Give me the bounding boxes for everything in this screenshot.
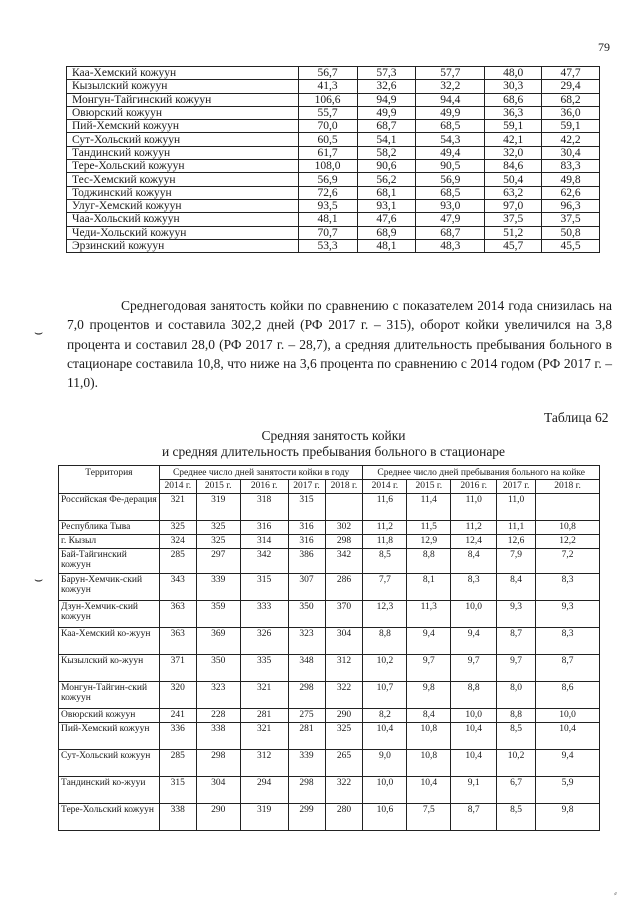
value-cell: 318 bbox=[240, 493, 288, 520]
value-cell: 9,7 bbox=[407, 654, 451, 681]
value-cell: 10,2 bbox=[363, 654, 407, 681]
table-row bbox=[67, 67, 600, 80]
value-cell: 12,6 bbox=[497, 534, 536, 548]
margin-tick-mark: ⌣ bbox=[34, 326, 44, 341]
value-cell: 11,0 bbox=[497, 493, 536, 520]
value-cell: 315 bbox=[240, 573, 288, 600]
table-row bbox=[67, 186, 600, 199]
value-cell: 336 bbox=[159, 722, 196, 749]
value-cell: 350 bbox=[288, 600, 325, 627]
table-row bbox=[67, 173, 600, 186]
value-cell: 298 bbox=[288, 681, 325, 708]
value-cell: 10,4 bbox=[407, 776, 451, 803]
value-cell: 54,1 bbox=[357, 133, 416, 146]
value-cell: 281 bbox=[288, 722, 325, 749]
value-cell: 325 bbox=[196, 534, 240, 548]
value-cell: 316 bbox=[288, 520, 325, 534]
value-cell: 290 bbox=[325, 708, 363, 722]
value-cell: 11,4 bbox=[407, 493, 451, 520]
value-cell: 68,7 bbox=[416, 226, 485, 239]
value-cell: 350 bbox=[196, 654, 240, 681]
value-cell: 8,3 bbox=[536, 627, 600, 654]
table-row bbox=[59, 803, 600, 830]
value-cell: 56,9 bbox=[298, 173, 357, 186]
territory-name: Тере-Хольский кожуун bbox=[59, 803, 160, 830]
value-cell: 338 bbox=[159, 803, 196, 830]
year-header: 2018 г. bbox=[536, 479, 600, 493]
value-cell: 8,0 bbox=[497, 681, 536, 708]
value-cell: 297 bbox=[196, 548, 240, 573]
year-header: 2018 г. bbox=[325, 479, 363, 493]
value-cell: 321 bbox=[240, 722, 288, 749]
value-cell: 30,3 bbox=[485, 80, 542, 93]
value-cell: 70,7 bbox=[298, 226, 357, 239]
value-cell: 10,4 bbox=[363, 722, 407, 749]
value-cell: 369 bbox=[196, 627, 240, 654]
value-cell: 57,7 bbox=[416, 67, 485, 80]
bed-occupancy-table bbox=[58, 465, 600, 831]
territory-name: Монгун-Тайгин-ский кожуун bbox=[59, 681, 160, 708]
value-cell: 59,1 bbox=[485, 120, 542, 133]
value-cell: 8,6 bbox=[536, 681, 600, 708]
value-cell: 343 bbox=[159, 573, 196, 600]
value-cell: 9,8 bbox=[407, 681, 451, 708]
value-cell: 48,3 bbox=[416, 239, 485, 252]
value-cell: 324 bbox=[159, 534, 196, 548]
value-cell: 315 bbox=[288, 493, 325, 520]
body-paragraph: Среднегодовая занятость койки по сравнению с показателем 2014 года снизилась на 7,0 процентов и составила 302,2 дней (РФ 2017 г. – 315), оборот койки увеличился на 3,8 процента и составил 28,0 (РФ 2017 г. – 28,7), а средняя длительность пребывания больного в стационаре составила 10,8, что ниже на 3,6 процента по сравнению с 2014 годом (РФ 2017 г. – 11,0). bbox=[67, 298, 612, 391]
value-cell: 68,5 bbox=[416, 186, 485, 199]
value-cell: 335 bbox=[240, 654, 288, 681]
value-cell: 11,1 bbox=[497, 520, 536, 534]
value-cell: 51,2 bbox=[485, 226, 542, 239]
year-header: 2016 г. bbox=[240, 479, 288, 493]
territory-name: Овюрский кожуун bbox=[59, 708, 160, 722]
value-cell: 8,7 bbox=[451, 803, 497, 830]
margin-tick-mark: ⌣ bbox=[34, 573, 44, 588]
value-cell: 312 bbox=[240, 749, 288, 776]
value-cell: 48,0 bbox=[485, 67, 542, 80]
value-cell: 49,9 bbox=[416, 106, 485, 119]
value-cell: 56,2 bbox=[357, 173, 416, 186]
value-cell: 59,1 bbox=[542, 120, 600, 133]
value-cell: 326 bbox=[240, 627, 288, 654]
table-row bbox=[59, 681, 600, 708]
value-cell: 61,7 bbox=[298, 146, 357, 159]
value-cell: 386 bbox=[288, 548, 325, 573]
value-cell: 7,9 bbox=[497, 548, 536, 573]
value-cell: 323 bbox=[288, 627, 325, 654]
table-row bbox=[59, 600, 600, 627]
value-cell: 321 bbox=[240, 681, 288, 708]
value-cell: 47,7 bbox=[542, 67, 600, 80]
value-cell bbox=[536, 493, 600, 520]
territory-name: Кызылский ко-жуун bbox=[59, 654, 160, 681]
table-row bbox=[67, 120, 600, 133]
year-header: 2015 г. bbox=[407, 479, 451, 493]
district-name: Монгун-Тайгинский кожуун bbox=[67, 93, 299, 106]
table-row bbox=[67, 106, 600, 119]
value-cell: 9,0 bbox=[363, 749, 407, 776]
value-cell: 11,2 bbox=[451, 520, 497, 534]
value-cell: 325 bbox=[159, 520, 196, 534]
value-cell: 10,8 bbox=[536, 520, 600, 534]
district-name: Кызылский кожуун bbox=[67, 80, 299, 93]
value-cell: 10,4 bbox=[451, 722, 497, 749]
table-row bbox=[59, 708, 600, 722]
value-cell: 9,3 bbox=[497, 600, 536, 627]
table-title bbox=[66, 428, 601, 460]
header-territory: Территория bbox=[59, 466, 160, 494]
value-cell: 63,2 bbox=[485, 186, 542, 199]
value-cell: 228 bbox=[196, 708, 240, 722]
table-row bbox=[59, 627, 600, 654]
table-row bbox=[59, 776, 600, 803]
district-name: Тоджинский кожуун bbox=[67, 186, 299, 199]
value-cell: 10,4 bbox=[536, 722, 600, 749]
value-cell: 12,9 bbox=[407, 534, 451, 548]
value-cell: 57,3 bbox=[357, 67, 416, 80]
value-cell: 54,3 bbox=[416, 133, 485, 146]
territory-name: Тандинский ко-жууи bbox=[59, 776, 160, 803]
table-row bbox=[67, 226, 600, 239]
value-cell: 68,1 bbox=[357, 186, 416, 199]
value-cell: 7,7 bbox=[363, 573, 407, 600]
value-cell: 37,5 bbox=[542, 213, 600, 226]
value-cell: 48,1 bbox=[357, 239, 416, 252]
value-cell: 53,3 bbox=[298, 239, 357, 252]
value-cell: 45,5 bbox=[542, 239, 600, 252]
value-cell: 325 bbox=[196, 520, 240, 534]
table-title-line-1: Средняя занятость койки bbox=[261, 428, 406, 443]
year-header: 2014 г. bbox=[159, 479, 196, 493]
value-cell: 36,0 bbox=[542, 106, 600, 119]
year-header: 2017 г. bbox=[288, 479, 325, 493]
value-cell: 93,0 bbox=[416, 199, 485, 212]
value-cell: 10,8 bbox=[407, 722, 451, 749]
table-row bbox=[67, 213, 600, 226]
value-cell: 290 bbox=[196, 803, 240, 830]
value-cell: 11,5 bbox=[407, 520, 451, 534]
value-cell: 8,8 bbox=[363, 627, 407, 654]
value-cell: 320 bbox=[159, 681, 196, 708]
value-cell: 10,7 bbox=[363, 681, 407, 708]
value-cell: 10,4 bbox=[451, 749, 497, 776]
value-cell: 94,4 bbox=[416, 93, 485, 106]
value-cell: 10,0 bbox=[363, 776, 407, 803]
value-cell: 321 bbox=[159, 493, 196, 520]
value-cell: 11,2 bbox=[363, 520, 407, 534]
value-cell: 56,7 bbox=[298, 67, 357, 80]
value-cell: 8,3 bbox=[451, 573, 497, 600]
value-cell: 41,3 bbox=[298, 80, 357, 93]
value-cell: 304 bbox=[325, 627, 363, 654]
value-cell: 47,9 bbox=[416, 213, 485, 226]
value-cell: 12,2 bbox=[536, 534, 600, 548]
value-cell: 319 bbox=[196, 493, 240, 520]
value-cell: 106,6 bbox=[298, 93, 357, 106]
value-cell: 49,8 bbox=[542, 173, 600, 186]
value-cell: 286 bbox=[325, 573, 363, 600]
district-name: Чаа-Хольский кожуун bbox=[67, 213, 299, 226]
value-cell: 302 bbox=[325, 520, 363, 534]
value-cell: 298 bbox=[288, 776, 325, 803]
territory-name: Сут-Хольский кожуун bbox=[59, 749, 160, 776]
value-cell: 90,5 bbox=[416, 160, 485, 173]
year-header: 2016 г. bbox=[451, 479, 497, 493]
value-cell: 11,0 bbox=[451, 493, 497, 520]
district-table bbox=[66, 66, 600, 253]
value-cell: 298 bbox=[196, 749, 240, 776]
value-cell: 285 bbox=[159, 548, 196, 573]
value-cell: 72,6 bbox=[298, 186, 357, 199]
value-cell: 8,4 bbox=[407, 708, 451, 722]
value-cell: 45,7 bbox=[485, 239, 542, 252]
table-row bbox=[59, 749, 600, 776]
territory-name: Республика Тыва bbox=[59, 520, 160, 534]
value-cell: 10,6 bbox=[363, 803, 407, 830]
value-cell: 49,9 bbox=[357, 106, 416, 119]
value-cell: 9,1 bbox=[451, 776, 497, 803]
value-cell: 9,7 bbox=[497, 654, 536, 681]
table-row bbox=[67, 146, 600, 159]
district-name: Эрзинский кожуун bbox=[67, 239, 299, 252]
district-name: Каа-Хемский кожуун bbox=[67, 67, 299, 80]
value-cell: 30,4 bbox=[542, 146, 600, 159]
year-header: 2015 г. bbox=[196, 479, 240, 493]
table-row bbox=[59, 520, 600, 534]
header-length-of-stay: Среднее число дней пребывания больного на койке bbox=[363, 466, 600, 480]
value-cell: 70,0 bbox=[298, 120, 357, 133]
value-cell: 62,6 bbox=[542, 186, 600, 199]
value-cell: 68,2 bbox=[542, 93, 600, 106]
district-name: Улуг-Хемский кожуун bbox=[67, 199, 299, 212]
year-header: 2014 г. bbox=[363, 479, 407, 493]
value-cell: 316 bbox=[240, 520, 288, 534]
value-cell: 9,3 bbox=[536, 600, 600, 627]
table-row bbox=[67, 133, 600, 146]
value-cell: 12,4 bbox=[451, 534, 497, 548]
value-cell: 108,0 bbox=[298, 160, 357, 173]
header-bed-occupancy: Среднее число дней занятости койки в году bbox=[159, 466, 363, 480]
value-cell: 93,1 bbox=[357, 199, 416, 212]
table-label: Таблица 62 bbox=[544, 410, 609, 425]
value-cell: 97,0 bbox=[485, 199, 542, 212]
table-row bbox=[59, 654, 600, 681]
value-cell: 36,3 bbox=[485, 106, 542, 119]
territory-name: Каа-Хемский ко-жуун bbox=[59, 627, 160, 654]
value-cell: 322 bbox=[325, 776, 363, 803]
value-cell: 299 bbox=[288, 803, 325, 830]
value-cell: 11,3 bbox=[407, 600, 451, 627]
value-cell: 8,2 bbox=[363, 708, 407, 722]
value-cell: 47,6 bbox=[357, 213, 416, 226]
value-cell: 304 bbox=[196, 776, 240, 803]
value-cell: 32,6 bbox=[357, 80, 416, 93]
value-cell: 8,8 bbox=[451, 681, 497, 708]
territory-name: Пий-Хемский кожуун bbox=[59, 722, 160, 749]
value-cell: 84,6 bbox=[485, 160, 542, 173]
value-cell: 8,8 bbox=[497, 708, 536, 722]
value-cell: 298 bbox=[325, 534, 363, 548]
value-cell: 312 bbox=[325, 654, 363, 681]
table-row bbox=[67, 160, 600, 173]
territory-name: Дзун-Хемчик-ский кожуун bbox=[59, 600, 160, 627]
district-name: Овюрский кожуун bbox=[67, 106, 299, 119]
value-cell: 68,5 bbox=[416, 120, 485, 133]
district-name: Чеди-Хольский кожуун bbox=[67, 226, 299, 239]
value-cell: 359 bbox=[196, 600, 240, 627]
value-cell: 370 bbox=[325, 600, 363, 627]
value-cell: 8,1 bbox=[407, 573, 451, 600]
value-cell: 280 bbox=[325, 803, 363, 830]
value-cell: 363 bbox=[159, 627, 196, 654]
value-cell: 8,7 bbox=[497, 627, 536, 654]
value-cell: 42,2 bbox=[542, 133, 600, 146]
district-name: Сут-Хольский кожуун bbox=[67, 133, 299, 146]
table-row bbox=[59, 493, 600, 520]
value-cell: 342 bbox=[240, 548, 288, 573]
value-cell: 37,5 bbox=[485, 213, 542, 226]
value-cell: 11,8 bbox=[363, 534, 407, 548]
value-cell: 339 bbox=[288, 749, 325, 776]
value-cell: 7,5 bbox=[407, 803, 451, 830]
value-cell: 6,7 bbox=[497, 776, 536, 803]
value-cell: 315 bbox=[159, 776, 196, 803]
value-cell: 68,7 bbox=[357, 120, 416, 133]
value-cell: 32,0 bbox=[485, 146, 542, 159]
value-cell: 49,4 bbox=[416, 146, 485, 159]
value-cell: 285 bbox=[159, 749, 196, 776]
value-cell: 9,4 bbox=[451, 627, 497, 654]
value-cell: 363 bbox=[159, 600, 196, 627]
value-cell: 10,0 bbox=[451, 708, 497, 722]
value-cell: 68,6 bbox=[485, 93, 542, 106]
value-cell: 316 bbox=[288, 534, 325, 548]
value-cell bbox=[325, 493, 363, 520]
value-cell: 32,2 bbox=[416, 80, 485, 93]
value-cell: 8,8 bbox=[407, 548, 451, 573]
value-cell: 94,9 bbox=[357, 93, 416, 106]
value-cell: 8,4 bbox=[497, 573, 536, 600]
value-cell: 8,4 bbox=[451, 548, 497, 573]
value-cell: 10,2 bbox=[497, 749, 536, 776]
value-cell: 322 bbox=[325, 681, 363, 708]
value-cell: 339 bbox=[196, 573, 240, 600]
value-cell: 50,4 bbox=[485, 173, 542, 186]
value-cell: 10,8 bbox=[407, 749, 451, 776]
value-cell: 48,1 bbox=[298, 213, 357, 226]
table-row bbox=[59, 722, 600, 749]
value-cell: 371 bbox=[159, 654, 196, 681]
year-header: 2017 г. bbox=[497, 479, 536, 493]
territory-name: г. Кызыл bbox=[59, 534, 160, 548]
district-name: Тес-Хемский кожуун bbox=[67, 173, 299, 186]
value-cell: 68,9 bbox=[357, 226, 416, 239]
value-cell: 9,4 bbox=[407, 627, 451, 654]
value-cell: 314 bbox=[240, 534, 288, 548]
value-cell: 9,8 bbox=[536, 803, 600, 830]
value-cell: 7,2 bbox=[536, 548, 600, 573]
value-cell: 96,3 bbox=[542, 199, 600, 212]
value-cell: 281 bbox=[240, 708, 288, 722]
table-row bbox=[59, 573, 600, 600]
value-cell: 90,6 bbox=[357, 160, 416, 173]
territory-name: Российская Фе-дерация bbox=[59, 493, 160, 520]
value-cell: 8,5 bbox=[497, 722, 536, 749]
value-cell: 319 bbox=[240, 803, 288, 830]
value-cell: 42,1 bbox=[485, 133, 542, 146]
scan-mark: ⸗ bbox=[614, 888, 617, 898]
territory-name: Барун-Хемчик-ский кожуун bbox=[59, 573, 160, 600]
value-cell: 55,7 bbox=[298, 106, 357, 119]
value-cell: 8,5 bbox=[363, 548, 407, 573]
table-row bbox=[67, 93, 600, 106]
value-cell: 12,3 bbox=[363, 600, 407, 627]
table-title-line-2: и средняя длительность пребывания больного в стационаре bbox=[161, 444, 506, 459]
territory-name: Бай-Тайгинский кожуун bbox=[59, 548, 160, 573]
value-cell: 5,9 bbox=[536, 776, 600, 803]
value-cell: 56,9 bbox=[416, 173, 485, 186]
value-cell: 60,5 bbox=[298, 133, 357, 146]
value-cell: 241 bbox=[159, 708, 196, 722]
value-cell: 323 bbox=[196, 681, 240, 708]
table-row bbox=[67, 239, 600, 252]
value-cell: 8,5 bbox=[497, 803, 536, 830]
value-cell: 265 bbox=[325, 749, 363, 776]
district-name: Тандинский кожуун bbox=[67, 146, 299, 159]
value-cell: 50,8 bbox=[542, 226, 600, 239]
value-cell: 338 bbox=[196, 722, 240, 749]
value-cell: 11,6 bbox=[363, 493, 407, 520]
value-cell: 9,7 bbox=[451, 654, 497, 681]
value-cell: 8,7 bbox=[536, 654, 600, 681]
value-cell: 8,3 bbox=[536, 573, 600, 600]
value-cell: 9,4 bbox=[536, 749, 600, 776]
value-cell: 294 bbox=[240, 776, 288, 803]
value-cell: 307 bbox=[288, 573, 325, 600]
value-cell: 348 bbox=[288, 654, 325, 681]
district-name: Пий-Хемский кожуун bbox=[67, 120, 299, 133]
table-row bbox=[59, 534, 600, 548]
value-cell: 342 bbox=[325, 548, 363, 573]
value-cell: 58,2 bbox=[357, 146, 416, 159]
value-cell: 29,4 bbox=[542, 80, 600, 93]
table-row bbox=[67, 199, 600, 212]
page-number: 79 bbox=[598, 40, 610, 54]
value-cell: 83,3 bbox=[542, 160, 600, 173]
value-cell: 333 bbox=[240, 600, 288, 627]
value-cell: 10,0 bbox=[536, 708, 600, 722]
value-cell: 325 bbox=[325, 722, 363, 749]
district-name: Тере-Хольский кожуун bbox=[67, 160, 299, 173]
value-cell: 93,5 bbox=[298, 199, 357, 212]
table-row bbox=[59, 548, 600, 573]
table-row bbox=[67, 80, 600, 93]
value-cell: 275 bbox=[288, 708, 325, 722]
value-cell: 10,0 bbox=[451, 600, 497, 627]
